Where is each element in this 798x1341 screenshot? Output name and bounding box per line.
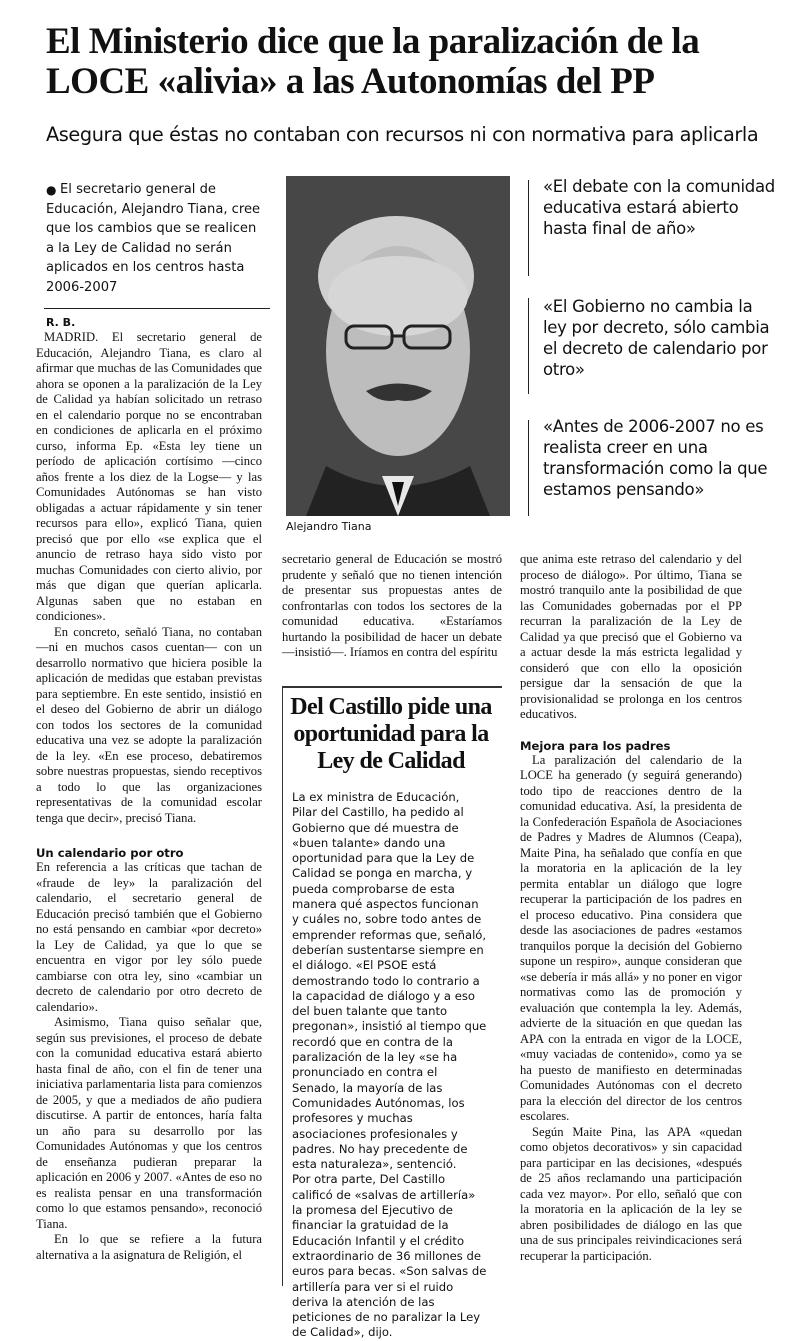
pull-quote: «El debate con la comunidad educativa estará abierto hasta final de año» [543,177,775,238]
body-paragraph: En concreto, señaló Tiana, no contaban —ni en muchos casos cuentan— con un desarrollo normativo que hiciera posible la aplicación de medidas que estaban previstas para septiembre. En este sentido, insistió en el deseo del Gobierno de abrir un diálogo con todos los sectores de la comunidad educativa una vez se adopte la paralización de la ley. «En ese proceso, debatiremos sobre nuestras propuestas, siendo receptivos a todo lo que las organizaciones representativas de la comunidad escolar tenga que decir», precisó Tiana. [36,624,262,825]
body-paragraph: MADRID. El secretario general de Educación, Alejandro Tiana, es claro al afirmar que muchas de las Comunidades que ahora se oponen a la paralización de la Ley de Calidad ya habían solicitado un retraso en el calendario porque no se encontraban en condiciones de aplicarla en el próximo curso, informa Ep. «Esta ley tiene un período de aplicación cortísimo —cinco años frente a los diez de la Logse— y las Comunidades Autónomas se han visto obligadas a actuar rápidamente y sin tener recursos para ello», explicó Tiana, quien precisó que por ello «se explica que el anuncio de retraso haya sido visto por muchas Comunidades con cierto alivio, por más que digan que querían aplicarla. Algunas saben que no estaban en condiciones». [36,330,262,623]
box-paragraph: La ex ministra de Educación, Pilar del Castillo, ha pedido al Gobierno que dé muestra de «buen talante» dando una oportunidad para que la Ley de Calidad se ponga en marcha, y pueda comprobarse de esta manera qué aspectos funcionan y cuáles no, sobre todo antes de emprender reformas que, señaló, deberían sustentarse siempre en el diálogo. «El PSOE está demostrando todo lo contrario a la capacidad de diálogo y a eso del buen talante que tanto pregonan», insistió al tiempo que recordó que en contra de la paralización de la ley «se ha pronunciado en contra el Senado, la mayoría de las Comunidades Autónomas, los profesores y muchas asociaciones profesionales y padres. No hay precedente de esta naturaleza», sentenció. [292,790,487,1172]
section-subheading: Un calendario por otro [36,846,184,860]
body-paragraph: La paralización del calendario de la LOCE ha generado (y seguirá generando) todo tipo de reacciones dentro de la comunidad educativa. Así, la presidenta de la Confederación Española de Asociaciones de Padres y Madres de Alumnos (Ceapa), Maite Pina, ha señalado que confía en que la moratoria en la aplicación de la ley permita entablar un diálogo que logre recuperar la participación de los padres en el proceso educativo. Pina considera que desde las asociaciones de padres «estamos tranquilos porque la decisión del Gobierno supone un respiro», aunque consideran que «se debería ir más allá» y no poner en vigor normativas como las de promoción y evaluación que contempla la ley. Además, advierte de la situación en que quedan las APA con la entrada en vigor de la LOCE, «muy vaciadas de contenido», como ya se ha puesto de manifiesto en determinadas Comunidades Autónomas con el decreto para la elección del director de los centros escolares. [520,752,742,1123]
sidebar-box-body [292,790,488,1341]
body-paragraph: En lo que se refiere a la futura alternativa a la asignatura de Religión, el [36,1232,262,1262]
byline: R. B. [46,316,76,329]
body-paragraph: Asimismo, Tiana quiso señalar que, según sus previsiones, el proceso de debate con la comunidad educativa estará abierto hasta final de año, con el fin de tener una iniciativa parlamentaria lista para comienzos de 2005, y que a mediados de año pudiera discutirse. A partir de entonces, haría falta un año para su desarrollo por las Comunidades Autónomas y que los centros de enseñanza pudieran preparar la aplicación en 2006 y 2007. «Antes de eso no es realista pensar en una transformación como lo que estamos pensando», reconoció Tiana. [36,1015,262,1231]
box-paragraph: Por otra parte, Del Castillo calificó de «salvas de artillería» la promesa del Ejecutivo de financiar la gratuidad de la Educación Infantil y el crédito extraordinario de 36 millones de euros para becas. «Son salvas de artillería para ver si el ruido deriva la atención de las peticiones de no paralizar la Ley de Calidad», dijo. [292,1172,487,1340]
box-top-rule [282,686,502,688]
headline: El Ministerio dice que la paralización de la LOCE «alivia» a las Autonomías del PP [46,21,700,102]
lead-divider [44,308,270,309]
body-paragraph: secretario general de Educación se mostró prudente y señaló que no tienen intención de presentar sus propuestas antes de confrontarlas con todos los sectores de la comunidad educativa. «Estaríamos hurtando la posibilidad de hacer un debate —insistió—. Iríamos en contra del espíritu [282,552,502,659]
subheadline: Asegura que éstas no contaban con recursos ni con normativa para aplicarla [46,123,759,146]
pull-quote: «Antes de 2006-2007 no es realista creer en una transformación como la que estamos pensando» [543,417,768,499]
section-subheading: Mejora para los padres [520,738,671,753]
portrait-image [286,176,510,516]
body-paragraph: que anima este retraso del calendario y del proceso de diálogo». Por último, Tiana se mostró tranquilo ante la posibilidad de que las Comunidades gobernadas por el PP recurran la paralización de la Ley de Calidad ya que precisó que el Gobierno va a actuar desde la más estricta legalidad y consideró que con ello la oposición persigue dar la sensación de que la provisionalidad se prolonga en los centros educativos. [520,552,742,721]
body-paragraph: En referencia a las críticas que tachan de «fraude de ley» la paralización del calendario, el secretario general de Educación precisó también que el Gobierno no está pensando en cambiar «por decreto» la Ley de Calidad, ya que lo que se encuentra en vigor por ley sólo puede cambiarse con otra ley, sino «cambiar un decreto de calendario por otro decreto de calendario». [36,860,262,1014]
bullet-icon: ● [46,183,57,197]
quote-rule [528,298,529,394]
sidebar-box-title: Del Castillo pide una oportunidad para la Ley de Calidad [290,694,492,774]
quote-rule [528,420,529,516]
box-border [282,686,283,1286]
quote-rule [528,180,529,276]
portrait-photo [286,176,510,516]
body-paragraph: Según Maite Pina, las APA «quedan como objetos decorativos» y sin capacidad para participar en las decisiones, «después de 25 años reclamando una participación cada vez mayor». Por ello, señaló que con la moratoria en la aplicación de la ley se abren posibilidades de diálogo en las que una de sus principales reivindicaciones será recuperar la participación. [520,1124,742,1263]
pull-quote: «El Gobierno no cambia la ley por decreto, sólo cambia el decreto de calendario por otro» [543,297,770,379]
photo-caption: Alejandro Tiana [286,520,372,533]
column-1 [36,330,262,1263]
column-3 [520,552,742,1264]
lead-summary: El secretario general de Educación, Alejandro Tiana, cree que los cambios que se realicen a la Ley de Calidad no serán aplicados en los centros hasta 2006-2007 [46,182,261,295]
